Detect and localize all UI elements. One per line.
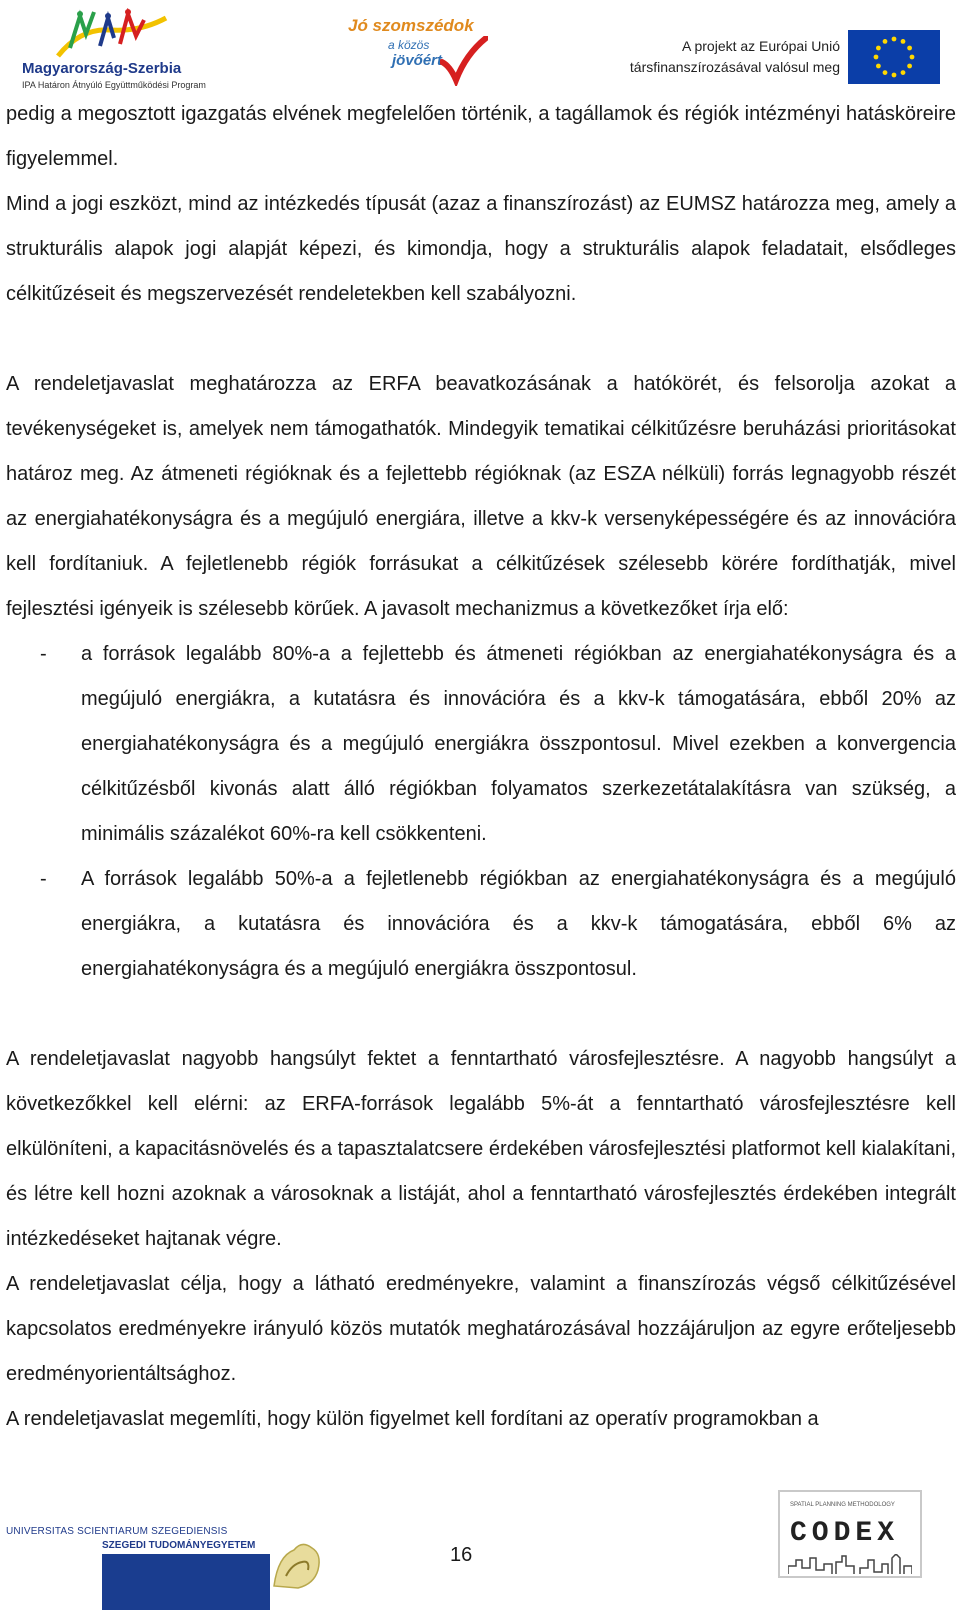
szte-blue-block: [102, 1554, 270, 1610]
paragraph-2: Mind a jogi eszközt, mind az intézkedés típusát (azaz a finanszírozást) az EUMSZ határozza meg, amely a strukturális alapok jogi alapját képezi, és kimondja, hogy a strukturális alapok feladatait, elsődleges célkitűzéseit és megszervezését rendeletekben kell szabályozni.: [6, 193, 956, 305]
paragraph-gap: [6, 992, 956, 1037]
checkmark-icon: [440, 36, 488, 86]
szte-logo: [6, 1526, 266, 1586]
document-body: [6, 92, 956, 1442]
good-neighbours-logo: [348, 8, 508, 88]
eu-note-line-2: társfinanszírozásával valósul meg: [629, 59, 840, 75]
slogan-line-3: jövőért: [392, 52, 443, 69]
list-item-text: A források legalább 50%-a a fejletlenebb régiókban az energiahatékonyságra és a megújuló energiákra, a kutatásra és innovációra és a kkv-k támogatására, ebből 6% az energiahatékonyságra és a megújuló energiákra összpontosul.: [81, 868, 956, 980]
eu-flag-icon: [848, 30, 940, 84]
page-number: 16: [450, 1544, 473, 1566]
slogan-line-2: a közös: [388, 38, 430, 52]
university-latin-name: UNIVERSITAS SCIENTIARUM SZEGEDIENSIS: [6, 1526, 228, 1537]
codex-wordmark: CODEX: [790, 1518, 900, 1549]
list-bullet: -: [40, 643, 47, 665]
paragraph-3: A rendeletjavaslat meghatározza az ERFA beavatkozásának a hatókörét, és felsorolja azokat a tevékenységeket is, amelyek nem támogathatók. Mindegyik tematikai célkitűzésre beruházási prioritásokat határoz meg. Az átmeneti régióknak és a fejlettebb régióknak (az ESZA nélküli) forrás legnagyobb részét az energiahatékonyságra és a megújuló energiára, illetve a kkv-k versenyképességére és az innovációra kell fordítaniuk. A fejletlenebb régiók forrásukat a célkitűzések szélesebb körére fordíthatják, mivel fejlesztési igényeik is szélesebb körűek. A javasolt mechanizmus a következőket írja elő:: [6, 373, 956, 620]
city-skyline-icon: [788, 1554, 912, 1574]
list-item: [6, 857, 956, 992]
codex-logo: [778, 1490, 922, 1578]
eu-note-line-1: A projekt az Európai Unió: [682, 38, 840, 54]
hungary-serbia-ipa-logo: [10, 8, 210, 92]
heraldic-crest-icon: [268, 1536, 328, 1592]
page-footer: [0, 1490, 960, 1622]
codex-tagline: SPATIAL PLANNING METHODOLOGY: [790, 1502, 895, 1508]
list-bullet: -: [40, 868, 47, 890]
logo-program-subtitle: IPA Határon Átnyúló Együttműködési Program: [22, 80, 206, 90]
list-item-text: a források legalább 80%-a a fejlettebb és átmeneti régiókban az energiahatékonyságra és a megújuló energiákra, a kutatásra és innovációra és a kkv-k támogatására, ebből 20% az energiahatékonyságra és a megújuló energiákra összpontosul. Mivel ezekben a konvergencia célkitűzésből kivonás alatt álló régiókban folyamatos szerkezetátalakításra van szükség, a minimális százalékot 60%-ra kell csökkenteni.: [81, 643, 956, 845]
paragraph-4: A rendeletjavaslat nagyobb hangsúlyt fektet a fenntartható városfejlesztésre. A nagyobb hangsúlyt a következőkkel kell elérni: az ERFA-források legalább 5%-át a fenntartható városfejlesztésre kell elkülöníteni, a kapacitásnövelés és a tapasztalatcsere érdekében városfejlesztési platformot kell kialakítani, és létre kell hozni azoknak a városoknak a listáját, ahol a fenntartható városfejlesztés érdekében integrált intézkedéseket hajtanak végre.: [6, 1048, 956, 1250]
eu-cofinancing-note: [590, 36, 840, 78]
paragraph-1: pedig a megosztott igazgatás elvének megfelelően történik, a tagállamok és régiók intézményi hatásköreire figyelemmel.: [6, 103, 956, 170]
ipa-figures-icon: [50, 8, 170, 58]
logo-program-name: Magyarország-Szerbia: [22, 60, 182, 77]
university-name: SZEGEDI TUDOMÁNYEGYETEM: [102, 1540, 256, 1551]
paragraph-5: A rendeletjavaslat célja, hogy a látható eredményekre, valamint a finanszírozás végső célkitűzésével kapcsolatos eredményekre irányuló közös mutatók meghatározásával hozzájáruljon az egyre erőteljesebb eredményorientáltsághoz.: [6, 1273, 956, 1385]
paragraph-gap: [6, 317, 956, 362]
page-header: [0, 0, 960, 92]
paragraph-6: A rendeletjavaslat megemlíti, hogy külön figyelmet kell fordítani az operatív programokban a: [6, 1408, 819, 1430]
slogan-line-1: Jó szomszédok: [348, 16, 474, 35]
list-item: [6, 632, 956, 857]
